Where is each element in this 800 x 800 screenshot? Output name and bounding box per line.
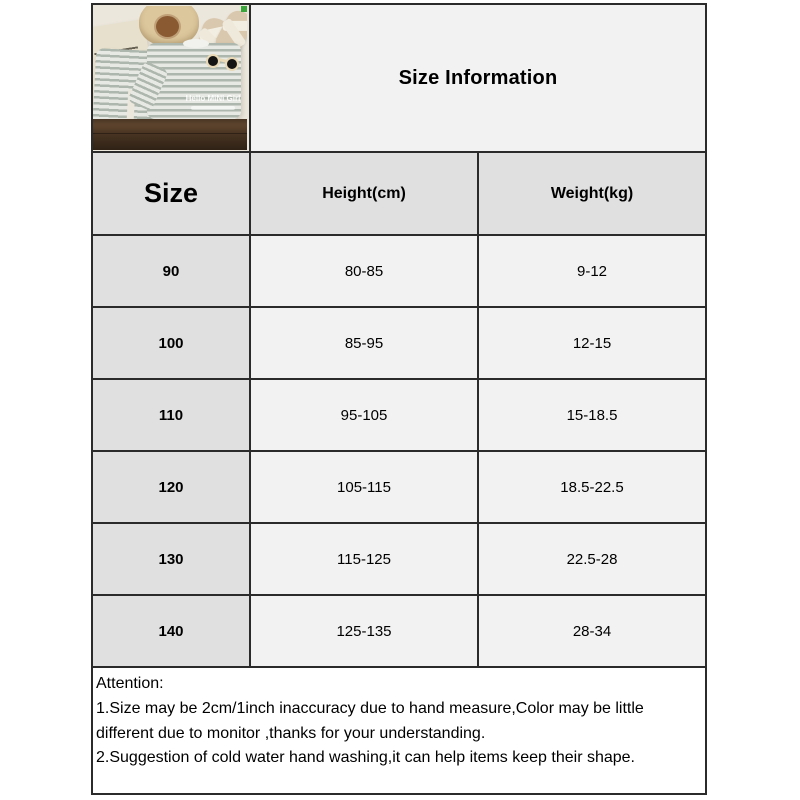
sunglasses (206, 54, 244, 74)
height-cell: 105-115 (250, 451, 478, 523)
green-corner-mark (241, 6, 247, 12)
wood-table-edge (93, 119, 247, 150)
shirt-collar (183, 39, 209, 48)
attention-note (92, 667, 706, 794)
attention-heading: Attention: (96, 675, 164, 692)
weight-cell: 12-15 (478, 307, 706, 379)
column-header-weight: Weight(kg) (478, 152, 706, 235)
size-cell: 100 (92, 307, 250, 379)
height-cell: 95-105 (250, 379, 478, 451)
weight-cell: 28-34 (478, 595, 706, 667)
product-photo-flatlay (93, 6, 247, 150)
height-cell: 85-95 (250, 307, 478, 379)
size-table (91, 3, 707, 795)
column-header-height: Height(cm) (250, 152, 478, 235)
weight-cell: 18.5-22.5 (478, 451, 706, 523)
table-row (92, 379, 706, 451)
attention-line: different due to monitor ,thanks for your understanding. (96, 724, 486, 742)
product-photo (92, 4, 250, 152)
weight-cell: 22.5-28 (478, 523, 706, 595)
table-row (92, 235, 706, 307)
size-cell: 90 (92, 235, 250, 307)
bear-face-applique (156, 16, 179, 37)
column-header-size: Size (92, 152, 250, 235)
page-title: Size Information (398, 66, 558, 89)
attention-line: 1.Size may be 2cm/1inch inaccuracy due to hand measure,Color may be little (96, 699, 644, 717)
height-cell: 80-85 (250, 235, 478, 307)
title-cell (250, 4, 706, 152)
attention-line: 2.Suggestion of cold water hand washing,it can help items keep their shape. (96, 749, 635, 767)
table-row (92, 307, 706, 379)
weight-cell: 9-12 (478, 235, 706, 307)
size-cell: 120 (92, 451, 250, 523)
sunglasses-bridge (219, 58, 227, 63)
photo-watermark-line2 (191, 106, 235, 110)
size-cell: 130 (92, 523, 250, 595)
height-cell: 125-135 (250, 595, 478, 667)
table-row (92, 451, 706, 523)
photo-watermark: Hello MiNi Girl (185, 94, 241, 103)
height-cell: 115-125 (250, 523, 478, 595)
table-row (92, 523, 706, 595)
weight-cell: 15-18.5 (478, 379, 706, 451)
size-cell: 110 (92, 379, 250, 451)
size-cell: 140 (92, 595, 250, 667)
table-row (92, 595, 706, 667)
